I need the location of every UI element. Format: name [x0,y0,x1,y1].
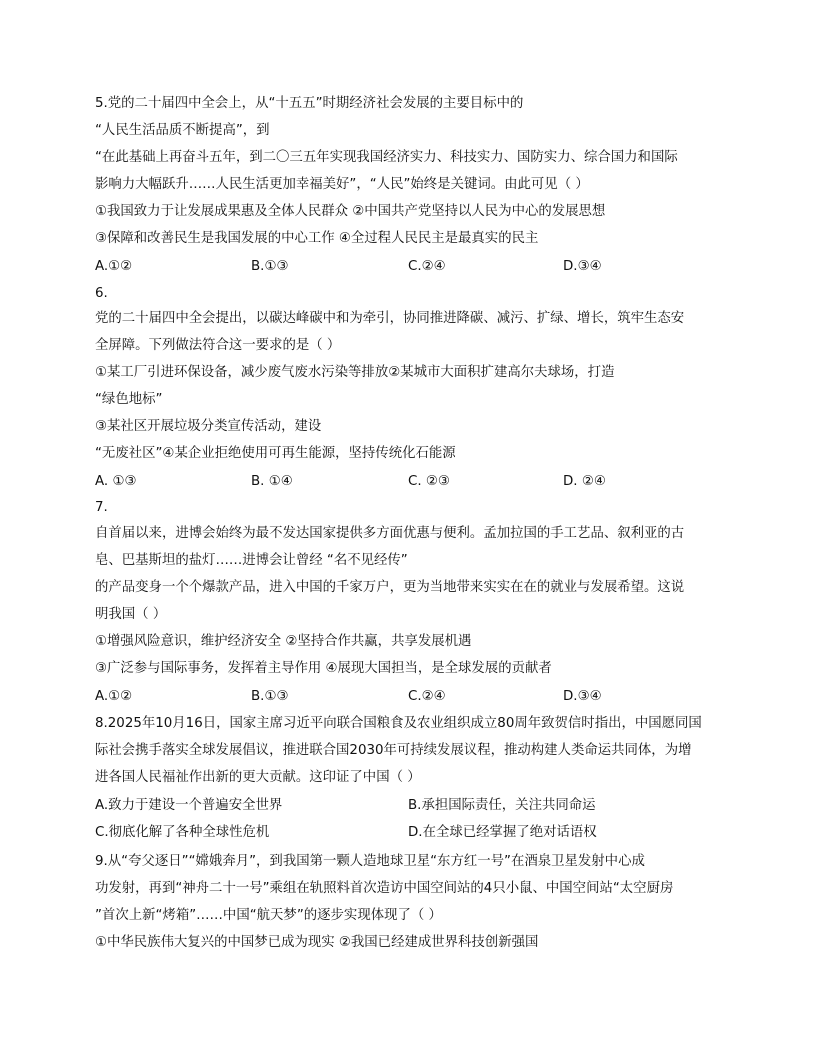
q9-line-4: ①中华民族伟大复兴的中国梦已成为现实 ②我国已经建成世界科技创新强国 [95,935,539,950]
q6-option-d: D. ②④ [563,474,606,489]
q5-option-d: D.③④ [563,259,602,274]
q5-line-6: ③保障和改善民生是我国发展的中心工作 ④全过程人民民主是最真实的民主 [95,231,539,246]
q6-line-1: 6. [95,286,108,301]
q6-line-5: “绿色地标” [95,392,163,407]
q5-line-1: 5.党的二十届四中全会上，从“十五五”时期经济社会发展的主要目标中的 [95,96,524,111]
q7-line-1: 7. [95,500,108,515]
q5-line-5: ①我国致力于让发展成果惠及全体人民群众 ②中国共产党坚持以人民为中心的发展思想 [95,204,606,219]
q6-option-c: C. ②③ [408,474,450,489]
q8-option-a: A.致力于建设一个普遍安全世界 [95,798,283,813]
q8-line-1: 8.2025年10月16日，国家主席习近平向联合国粮食及农业组织成立80周年致贺信时指出，中国愿同国 [95,716,702,731]
q5-option-b: B.①③ [251,259,289,274]
q5-option-a: A.①② [95,259,133,274]
q7-line-6: ①增强风险意识，维护经济安全 ②坚持合作共赢，共享发展机遇 [95,634,472,649]
q6-line-3: 全屏障。下列做法符合这一要求的是（ ） [95,338,341,353]
q7-line-5: 明我国（ ） [95,607,167,622]
q5-line-2: “人民生活品质不断提高”，到 [95,123,270,138]
q8-option-c: C.彻底化解了各种全球性危机 [95,825,270,840]
q5-option-c: C.②④ [408,259,446,274]
q6-line-4: ①某工厂引进环保设备，减少废气废水污染等排放②某城市大面积扩建高尔夫球场，打造 [95,365,615,380]
q7-line-2: 自首届以来，进博会始终为最不发达国家提供多方面优惠与便利。孟加拉国的手工艺品、叙利亚的古 [95,526,685,541]
q8-option-d: D.在全球已经掌握了绝对话语权 [408,825,597,840]
q7-option-d: D.③④ [563,689,602,704]
q7-line-7: ③广泛参与国际事务，发挥着主导作用 ④展现大国担当，是全球发展的贡献者 [95,661,552,676]
q6-line-6: ③某社区开展垃圾分类宣传活动，建设 [95,419,322,434]
q9-line-1: 9.从“夸父逐日”“嫦娥奔月”，到我国第一颗人造地球卫星“东方红一号”在酒泉卫星发射中心成 [95,854,645,869]
q8-line-3: 进各国人民福祉作出新的更大贡献。这印证了中国（ ） [95,770,421,785]
q6-option-a: A. ①③ [95,474,137,489]
q6-line-7: “无废社区”④某企业拒绝使用可再生能源，坚持传统化石能源 [95,446,456,461]
q8-option-b: B.承担国际责任，关注共同命运 [408,798,596,813]
q7-option-c: C.②④ [408,689,446,704]
q7-line-4: 的产品变身一个个爆款产品，进入中国的千家万户，更为当地带来实实在在的就业与发展希望。这说 [95,580,685,595]
q7-option-a: A.①② [95,689,133,704]
q7-line-3: 皂、巴基斯坦的盐灯……进博会让曾经 “名不见经传” [95,553,408,568]
q9-line-2: 功发射，再到“神舟二十一号”乘组在轨照料首次造访中国空间站的4只小鼠、中国空间站“太空厨房 [95,881,674,896]
q6-line-2: 党的二十届四中全会提出，以碳达峰碳中和为牵引，协同推进降碳、减污、扩绿、增长，筑牢生态安 [95,311,685,326]
q9-line-3: ”首次上新“烤箱”……中国“航天梦”的逐步实现体现了（ ） [95,908,442,923]
q8-line-2: 际社会携手落实全球发展倡议，推进联合国2030年可持续发展议程，推动构建人类命运共同体，为增 [95,743,692,758]
q6-option-b: B. ①④ [251,474,293,489]
q5-line-4: 影响力大幅跃升……人民生活更加幸福美好”，“人民”始终是关键词。由此可见（ ） [95,177,589,192]
q5-line-3: “在此基础上再奋斗五年，到二〇三五年实现我国经济实力、科技实力、国防实力、综合国力和国际 [95,150,678,165]
q7-option-b: B.①③ [251,689,289,704]
